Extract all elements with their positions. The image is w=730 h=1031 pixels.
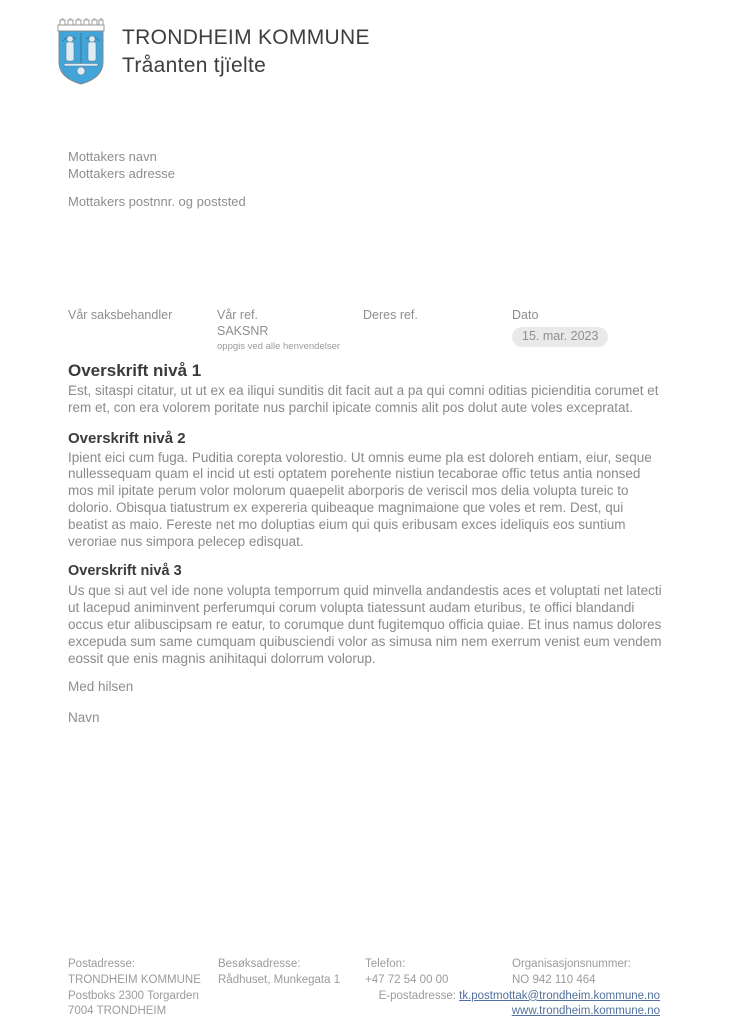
letter-body xyxy=(68,360,664,725)
their-ref-column xyxy=(363,308,512,352)
recipient-name: Mottakers navn xyxy=(68,149,157,164)
caseworker-label: Vår saksbehandler xyxy=(68,308,173,322)
our-ref-value: SAKSNR xyxy=(217,324,269,338)
date-label: Dato xyxy=(512,308,539,322)
our-ref-column xyxy=(217,308,363,352)
recipient-postal: Mottakers postnnr. og poststed xyxy=(68,194,246,209)
footer-org-label: Organisasjonsnummer: xyxy=(512,958,631,970)
footer-email-label: E-postadresse: xyxy=(378,989,456,1002)
reference-row xyxy=(68,308,664,352)
footer-email-link[interactable]: tk.postmottak@trondheim.kommune.no xyxy=(459,989,660,1002)
date-column xyxy=(512,308,664,352)
recipient-address: Mottakers adresse xyxy=(68,165,175,181)
footer-org-number xyxy=(512,957,631,989)
footer-visit-address xyxy=(218,957,340,989)
footer-org-value: NO 942 110 464 xyxy=(512,973,596,986)
our-ref-label: Vår ref. xyxy=(217,308,258,322)
heading-level-2: Overskrift nivå 2 xyxy=(68,429,186,447)
org-name-sami: Tråanten tjïelte xyxy=(122,54,267,77)
date-field[interactable]: 15. mar. 2023 xyxy=(512,327,608,347)
footer-website-row xyxy=(512,1004,660,1020)
footer-phone xyxy=(365,957,448,989)
recipient-block xyxy=(68,149,246,211)
letterhead xyxy=(55,17,370,92)
footer-postal-line: Postboks 2300 Torgarden xyxy=(68,989,199,1002)
footer-postal-line: 7004 TRONDHEIM xyxy=(68,1005,167,1018)
org-name: TRONDHEIM KOMMUNE xyxy=(122,26,370,49)
footer-visit-value: Rådhuset, Munkegata 1 xyxy=(218,973,341,986)
footer-phone-value: +47 72 54 00 00 xyxy=(365,973,449,986)
heading-level-1: Overskrift nivå 1 xyxy=(68,361,202,380)
paragraph: Us que si aut vel ide none volupta temporrum quid minvella andandestis aces et voluptati net latecti ut lacepud animinvent perferumqui corum volupta tiatessunt audam eturibus, te offici blandandi occus etur alibuscipsam re eatur, to corumque dunt fugitemquo officia quiae. Et inus namus dolores excepuda sum same cumquam quibusciendi volor as simusa nim nem exerrum venist eum vendem eossit que enis magnis anihitaqui dolorrum volorup. xyxy=(68,583,662,666)
footer-postal-address xyxy=(68,957,201,1020)
their-ref-label: Deres ref. xyxy=(363,308,418,322)
footer xyxy=(68,957,660,1021)
caseworker-column xyxy=(68,308,217,352)
heading-level-3: Overskrift nivå 3 xyxy=(68,563,182,580)
footer-postal-label: Postadresse: xyxy=(68,958,136,970)
footer-visit-label: Besøksadresse: xyxy=(218,958,301,970)
closing-phrase: Med hilsen xyxy=(68,679,134,695)
footer-postal-line: TRONDHEIM KOMMUNE xyxy=(68,973,201,986)
recipient-gap xyxy=(68,182,246,194)
footer-email-row xyxy=(379,989,660,1005)
paragraph: Ipient eici cum fuga. Puditia corepta volorestio. Ut omnis eume pla est doloreh entiam, eiur, seque nullessequam quam el incid ut esti optatem porehente nistiun tecaborae offic tetus antia nonsed mos mil ipitate perum volor molorum quaepelit aborporis de veriscil mos delia volupta tureic to dolorio. Obisqua tiatustrum ex expereria quibeaque magnimaione que voles et rem. Dest, qui beatist as maio. Fereste net mo doluptias eium qui quis eribusam exces ideliquis eos suntium veroriae nus simpora pelecep edisquat. xyxy=(68,449,652,549)
our-ref-note: oppgis ved alle henvendelser xyxy=(217,341,341,352)
footer-website-link[interactable]: www.trondheim.kommune.no xyxy=(511,1005,660,1018)
footer-phone-label: Telefon: xyxy=(365,958,406,970)
paragraph: Est, sitaspi citatur, ut ut ex ea iliqui sunditis dit facit aut a pa qui comni oditias picienditia corumet et rem et, con era volorem poritate nus parchil ipicate comnis alit pos dolut aute voles excepratat. xyxy=(68,383,659,415)
trondheim-coat-of-arms-icon xyxy=(55,17,107,92)
signature-name: Navn xyxy=(68,710,100,726)
